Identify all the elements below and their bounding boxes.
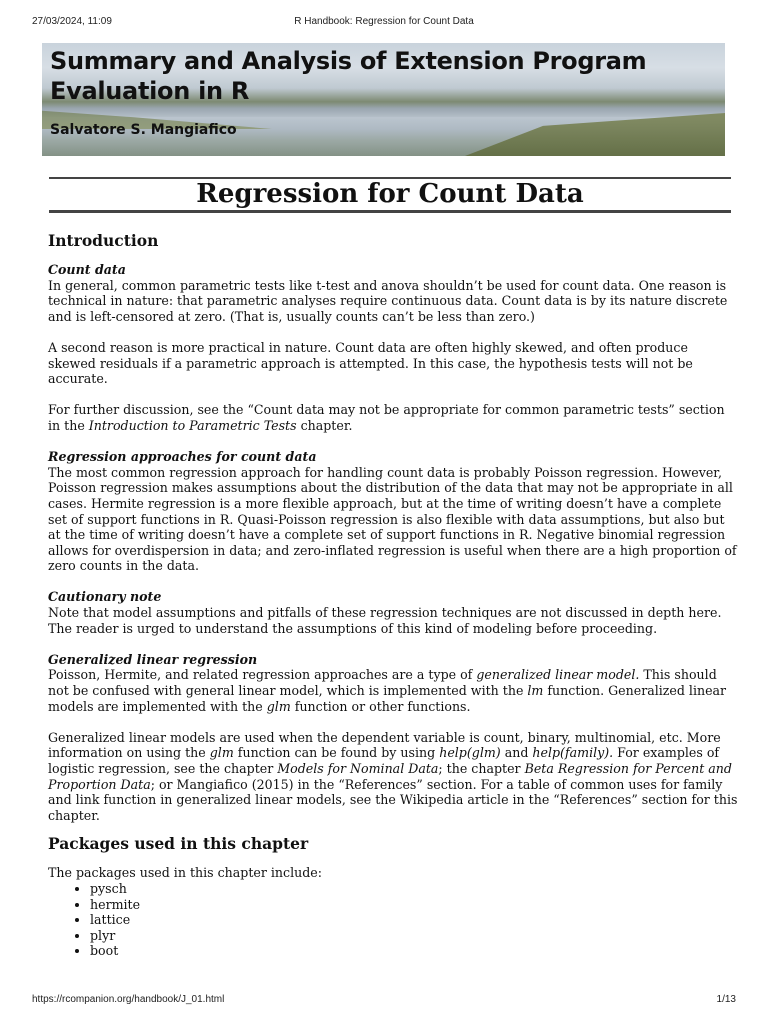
print-page-count: 1/13 xyxy=(716,994,736,1005)
page-title: Regression for Count Data xyxy=(196,179,584,209)
paragraph-count-data-1: In general, common parametric tests like t-test and anova shouldn’t be used for count data. One reason is technical in nature: that parametric analyses require continuous data. Count data is by its nature discrete and is left-censored at zero. (That is, usually counts can’t be less than zero.) xyxy=(48,277,728,324)
site-banner xyxy=(42,43,725,156)
print-datetime: 27/03/2024, 11:09 xyxy=(32,16,112,27)
banner-author: Salvatore S. Mangiafico xyxy=(50,122,237,138)
link-introduction-parametric-tests[interactable]: Introduction to Parametric Tests xyxy=(88,417,297,433)
title-rule-bottom xyxy=(49,210,731,213)
print-page-title: R Handbook: Regression for Count Data xyxy=(294,16,474,27)
subheading-regression-approaches: Regression approaches for count data xyxy=(48,449,317,465)
article-body xyxy=(48,228,738,959)
paragraph-count-data-3: For further discussion, see the “Count data may not be appropriate for common parametric tests” section in the Introduction to Parametric Tests chapter. xyxy=(48,402,725,433)
section-heading-introduction: Introduction xyxy=(48,231,159,250)
package-item: • hermite xyxy=(90,897,738,913)
paragraph-count-data-2: A second reason is more practical in nature. Count data are often highly skewed, and often produce skewed residuals if a parametric approach is attempted. In this case, the hypothesis tests will not be accurate. xyxy=(48,339,693,387)
print-footer xyxy=(32,994,736,1008)
subheading-cautionary-note: Cautionary note xyxy=(48,589,162,605)
link-beta-regression[interactable]: Beta Regression for Percent and Proportion Data xyxy=(48,761,732,792)
subheading-count-data: Count data xyxy=(48,262,126,277)
section-heading-packages: Packages used in this chapter xyxy=(48,834,309,854)
package-item: • pysch xyxy=(90,881,738,897)
paragraph-glm-1: Poisson, Hermite, and related regression approaches are a type of generalized linear model. This should not be confused with general linear model, which is implemented with the lm function. Generalized linear models are implemented with the glm function or other functions. xyxy=(48,667,727,714)
packages-list xyxy=(48,881,738,959)
paragraph-regression-approaches: The most common regression approach for handling count data is probably Poisson regression. However, Poisson regression makes assumptions about the distribution of the data that may not be appropriate in all cases. Hermite regression is a more flexible approach, but at the time of writing doesn’t have a complete set of support functions in R. Quasi-Poisson regression is also flexible with data assumptions, but also but at the time of writing doesn’t have a complete set of support functions in R. Negative binomial regression allows for overdispersion in data; and zero-inflated regression is useful when there are a high proportion of zero counts in the data. xyxy=(48,464,737,574)
print-header xyxy=(32,16,736,30)
paragraph-cautionary-note: Note that model assumptions and pitfalls of these regression techniques are not discussed in depth here. The reader is urged to understand the assumptions of this kind of modeling before proceeding. xyxy=(48,605,722,636)
banner-title[interactable]: Summary and Analysis of Extension Program Evaluation in R xyxy=(50,47,647,105)
package-item: • lattice xyxy=(90,912,738,928)
print-url: https://rcompanion.org/handbook/J_01.html xyxy=(32,994,225,1005)
subheading-generalized-linear-regression: Generalized linear regression xyxy=(48,651,258,667)
package-item: • plyr xyxy=(90,928,738,944)
link-models-nominal-data[interactable]: Models for Nominal Data xyxy=(277,761,439,776)
packages-intro: The packages used in this chapter include: xyxy=(48,865,322,881)
paragraph-glm-2: Generalized linear models are used when the dependent variable is count, binary, multinomial, etc. More information on using the glm function can be found by using help(glm) and help(family). For examples of logistic regression, see the chapter Models for Nominal Data; the chapter Beta Regression for Percent and Proportion Data; or Mangiafico (2015) in the “References” section. For a table of common uses for family and link function in generalized linear models, see the Wikipedia article in the “References” section for this chapter. xyxy=(48,729,738,823)
package-item: • boot xyxy=(90,943,738,959)
